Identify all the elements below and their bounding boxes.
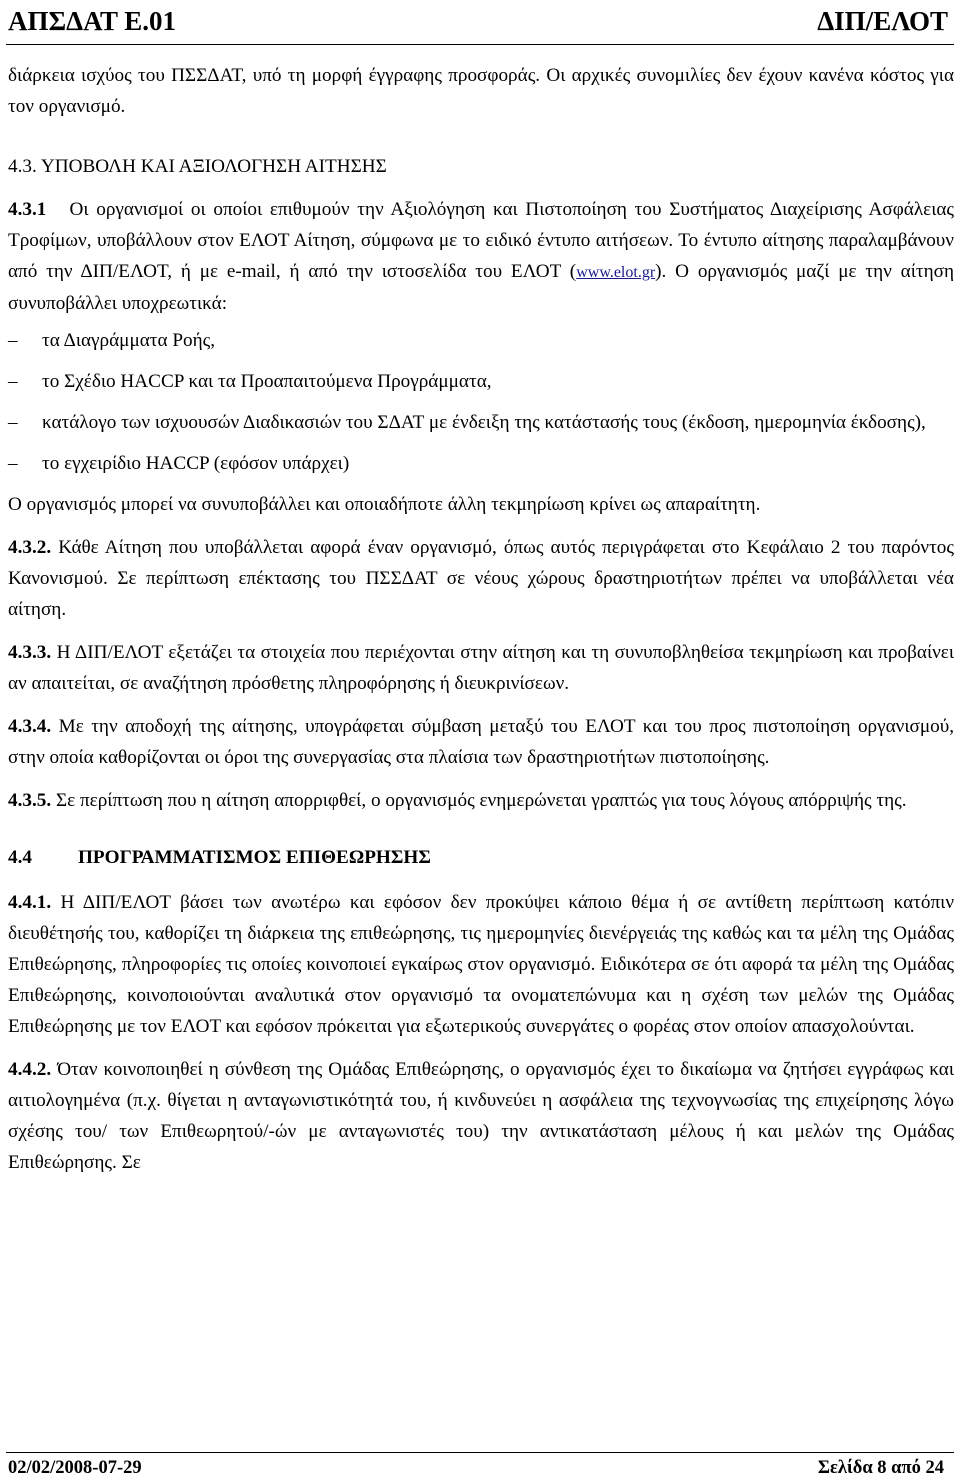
- header-doc-code: ΑΠΣΔΑΤ Ε.01: [8, 6, 176, 36]
- paragraph-4-4-1: 4.4.1. Η ΔΙΠ/ΕΛΟΤ βάσει των ανωτέρω και εφόσον δεν προκύψει κάποιο θέμα ή σε αντίθετη περίπτωση κατόπιν διευθέτησής του, καθορίζει τη διάρκεια της επιθεώρησης, τις ημερομηνίες διενέργειάς της καθώς και τα μέλη της Ομάδας Επιθεώρησης, πληροφορίες τις οποίες κοινοποιεί εγκαίρως στον οργανισμό. Ειδικότερα σε ότι αφορά τα μέλη της Ομάδας Επιθεώρησης, κοινοποιούνται αναλυτικά στον οργανισμό τα ονοματεπώνυμα και η σχέση των μελών της Ομάδας Επιθεώρησης με τον ΕΛΟΤ και εφόσον πρόκειται για εξωτερικούς συνεργάτες ο φορέας στον οποίον απασχολούνται.: [8, 892, 954, 1037]
- paragraph-4-4-2: 4.4.2. Όταν κοινοποιηθεί η σύνθεση της Ομάδας Επιθεώρησης, ο οργανισμός έχει το δικαίωμα να ζητήσει εγγράφως και αιτιολογημένα (π.χ. θίγεται η ανταγωνιστικότητά του, ή κινδυνεύει η ασφάλεια της τεχνογνωσίας της επιχείρησης λόγω σχέσης του/ των Επιθεωρητού/-ών με ανταγωνιστές του) την αντικατάσταση μέλους ή και μελών της Ομάδας Επιθεώρησης. Σε: [8, 1059, 955, 1173]
- paragraph-text-b: ). Ο οργανισμός μαζί με την αίτηση συνυποβάλλει υποχρεωτικά:: [8, 261, 954, 314]
- paragraph-after-list: Ο οργανισμός μπορεί να συνυποβάλλει και οποιαδήποτε άλλη τεκμηρίωση κρίνει ως απαραίτητη.: [8, 494, 761, 515]
- section-4-3-heading: [8, 151, 954, 182]
- page-footer: [6, 1452, 954, 1481]
- footer-page-number: Σελίδα 8 από 24: [817, 1458, 944, 1478]
- list-item: – κατάλογο των ισχυουσών Διαδικασιών του ΣΔΑΤ με ένδειξη της κατάστασής τους (έκδοση, ημερομηνία έκδοσης),: [8, 412, 926, 433]
- list-item: – τα Διαγράμματα Ροής,: [8, 330, 216, 351]
- list-item: – το Σχέδιο HACCP και τα Προαπαιτούμενα Προγράμματα,: [8, 371, 492, 392]
- paragraph-number: 4.3.1: [8, 199, 47, 220]
- intro-paragraph: διάρκεια ισχύος του ΠΣΣΔΑΤ, υπό τη μορφή έγγραφης προσφοράς. Οι αρχικές συνομιλίες δεν έχουν κανένα κόστος για τον οργανισμό.: [8, 65, 954, 117]
- document-body: [8, 60, 954, 1178]
- section-4-3-number: 4.3.: [8, 156, 37, 177]
- header-department: ΔΙΠ/ΕΛΟΤ: [817, 6, 948, 36]
- paragraph-text-a: Οι οργανισμοί οι οποίοι επιθυμούν την Αξιολόγηση και Πιστοποίηση του Συστήματος Διαχείρισης Ασφάλειας Τροφίμων, υποβάλλουν στον ΕΛΟΤ Αίτηση, σύμφωνα με το ειδικό έντυπο αιτήσεων. Το έντυπο αίτησης παραλαμβάνουν από την ΔΙΠ/ΕΛΟΤ, ή με e-mail, ή από την ιστοσελίδα του ΕΛΟΤ (: [8, 199, 955, 282]
- footer-date: 02/02/2008-07-29: [8, 1458, 142, 1478]
- section-4-3-title: ΥΠΟΒΟΛΗ ΚΑΙ ΑΞΙΟΛΟΓΗΣΗ ΑΙΤΗΣΗΣ: [40, 156, 387, 177]
- section-4-4-title: ΠΡΟΓΡΑΜΜΑΤΙΣΜΟΣ ΕΠΙΘΕΩΡΗΣΗΣ: [78, 847, 431, 868]
- paragraph-4-3-2: 4.3.2. Κάθε Αίτηση που υποβάλλεται αφορά έναν οργανισμό, όπως αυτός περιγράφεται στο Κεφάλαιο 2 του παρόντος Κανονισμού. Σε περίπτωση επέκτασης του ΠΣΣΔΑΤ σε νέους χώρους δραστηριοτήτων πρέπει να υποβάλλεται νέα αίτηση.: [8, 537, 955, 620]
- paragraph-4-3-4: 4.3.4. Με την αποδοχή της αίτησης, υπογράφεται σύμβαση μεταξύ του ΕΛΟΤ και του προς πιστοποίηση οργανισμού, στην οποία καθορίζονται οι όροι της συνεργασίας στα πλαίσια των δραστηριοτήτων πιστοποίησης.: [8, 716, 955, 768]
- elot-website-link[interactable]: www.elot.gr: [576, 264, 656, 281]
- paragraph-4-3-3: 4.3.3. Η ΔΙΠ/ΕΛΟΤ εξετάζει τα στοιχεία που περιέχονται στην αίτηση και τη συνυποβληθείσα τεκμηρίωση και προβαίνει αν απαιτείται, σε αναζήτηση πρόσθετης πληροφόρησης ή διευκρινίσεων.: [8, 642, 955, 694]
- paragraph-4-3-1: [8, 194, 954, 319]
- page-header: [6, 0, 954, 45]
- section-4-4-number: 4.4: [8, 847, 32, 868]
- list-item: – το εγχειρίδιο HACCP (εφόσον υπάρχει): [8, 453, 350, 474]
- required-documents-list: [8, 325, 954, 479]
- section-4-4-heading: [8, 842, 954, 873]
- paragraph-4-3-5: 4.3.5. Σε περίπτωση που η αίτηση απορριφθεί, ο οργανισμός ενημερώνεται γραπτώς για τους λόγους απόρριψής της.: [8, 790, 907, 811]
